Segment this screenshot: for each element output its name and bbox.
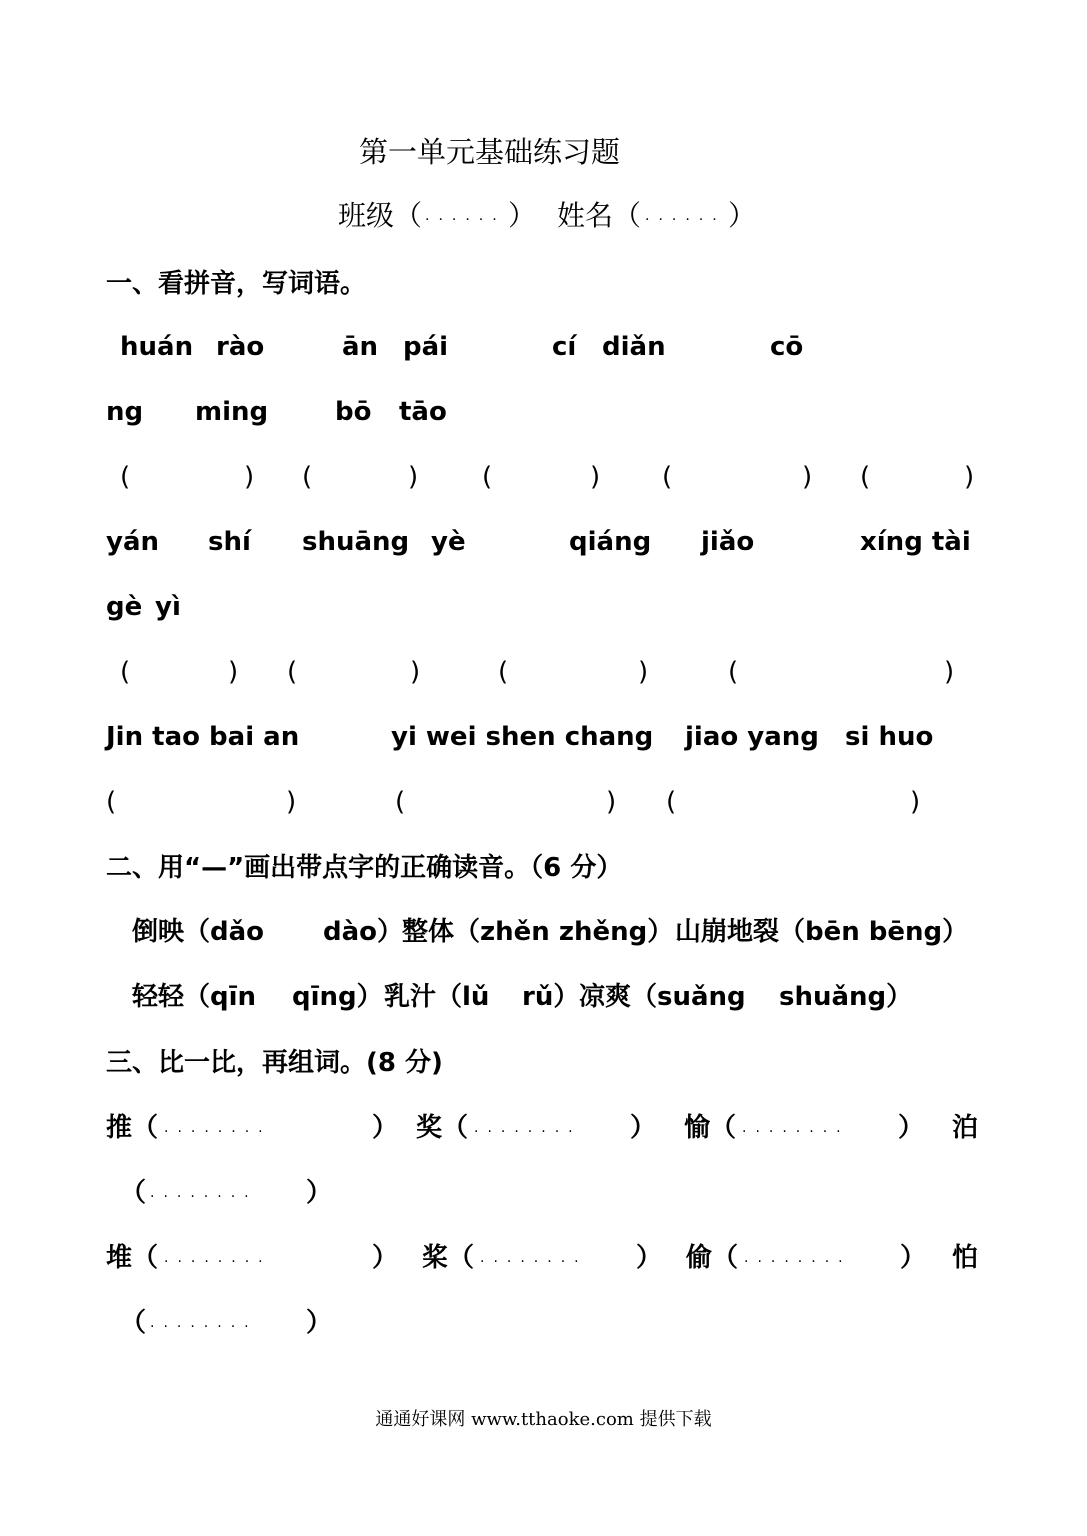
section2-heading [0,848,1087,888]
compare-row-2 [0,1238,1087,1278]
pinyin-item: si huo [845,722,934,752]
compare-close: ） [372,1243,399,1273]
reading-item: 凉爽（suǎng [579,982,746,1012]
pinyin-item: ng [106,397,144,427]
answer-row-2 [0,652,1087,692]
compare-blank: ........ [474,1120,582,1136]
compare-blank: ........ [480,1250,588,1266]
answer-open: ( [120,657,131,687]
class-blank: ...... [425,208,506,224]
answer-close: ) [228,657,239,687]
worksheet-title [0,130,1087,174]
answer-open: ( [106,787,117,817]
compare-blank: ........ [150,1185,258,1201]
footer-text: 通通好课网 www.tthaoke.com 提供下载 [375,1409,712,1430]
answer-open: ( [287,657,298,687]
compare-item: 偷（ [686,1243,739,1273]
pinyin-row-1b [0,392,1087,432]
pinyin-item: tāo [399,397,447,427]
answer-open: ( [395,787,406,817]
class-label: 班级（ [338,199,423,232]
answer-close: ) [286,787,297,817]
section1-heading-text: 一、看拼音，写词语。 [106,269,367,299]
reading-item: 整体（zhěn zhěng） [402,917,674,947]
answer-close: ) [590,462,601,492]
section3-heading [0,1043,1087,1083]
pinyin-item: Jin tao bai an [106,722,300,752]
class-close: ） [508,199,537,232]
compare-blank: ........ [744,1250,852,1266]
title-text: 第一单元基础练习题 [358,135,620,169]
name-label: 姓名（ [557,199,642,232]
pinyin-item: cō [770,332,804,362]
compare-row-2b [0,1303,1087,1343]
compare-item: 怕 [952,1243,979,1273]
compare-item: 桨（ [422,1243,475,1273]
answer-open: ( [498,657,509,687]
pinyin-item: jiǎo [701,527,755,557]
compare-item: 堆（ [106,1243,159,1273]
name-close: ） [728,199,757,232]
pinyin-row-1 [0,327,1087,367]
pinyin-item: shuāng [302,527,410,557]
reading-item: dào） [323,917,404,947]
compare-close: ） [306,1308,333,1338]
student-info-line [0,196,1087,236]
pinyin-row-2b [0,587,1087,627]
compare-close: ） [306,1178,333,1208]
reading-item: 乳汁（lǔ [384,982,490,1012]
answer-close: ) [944,657,955,687]
section2-heading-text: 二、用“—”画出带点字的正确读音。（6 分） [106,853,623,883]
compare-open: （ [120,1308,147,1338]
compare-close: ） [372,1113,399,1143]
pinyin-item: pái [403,332,449,362]
section1-heading [0,264,1087,304]
answer-open: ( [482,462,493,492]
section3-heading-text: 三、比一比，再组词。(8 分) [106,1048,443,1078]
pinyin-item: rào [216,332,265,362]
pinyin-item: yè [431,527,466,557]
reading-row-2 [0,977,1087,1017]
answer-close: ) [964,462,975,492]
answer-close: ) [910,787,921,817]
compare-close: ） [900,1243,927,1273]
answer-close: ) [606,787,617,817]
reading-row-1 [0,912,1087,952]
compare-close: ） [636,1243,663,1273]
pinyin-item: qiáng [569,527,652,557]
answer-close: ) [244,462,255,492]
compare-open: （ [120,1178,147,1208]
pinyin-item: huán [120,332,194,362]
answer-row-1 [0,457,1087,497]
answer-close: ) [638,657,649,687]
name-blank: ...... [645,208,726,224]
answer-open: ( [302,462,313,492]
reading-item: 轻轻（qīn [132,982,257,1012]
pinyin-row-3 [0,717,1087,757]
reading-item: 山崩地裂（bēn bēng） [675,917,969,947]
pinyin-item: shí [208,527,251,557]
answer-open: ( [666,787,677,817]
compare-item: 泊 [952,1113,979,1143]
pinyin-item: ān [342,332,379,362]
reading-item: 倒映（dǎo [132,917,265,947]
reading-item: shuǎng） [779,982,913,1012]
pinyin-item: yi wei shen chang [391,722,654,752]
compare-row-1 [0,1108,1087,1148]
answer-close: ) [408,462,419,492]
compare-row-1b [0,1173,1087,1213]
pinyin-item: gè [106,592,143,622]
compare-close: ） [898,1113,925,1143]
compare-blank: ........ [150,1315,258,1331]
compare-blank: ........ [164,1250,272,1266]
answer-open: ( [728,657,739,687]
pinyin-item: diǎn [602,332,666,362]
reading-item: rǔ） [522,982,580,1012]
answer-row-3 [0,782,1087,822]
answer-open: ( [860,462,871,492]
answer-close: ) [802,462,813,492]
compare-blank: ........ [164,1120,272,1136]
pinyin-row-2 [0,522,1087,562]
compare-item: 推（ [106,1113,159,1143]
pinyin-item: ming [195,397,269,427]
pinyin-item: yán [106,527,160,557]
reading-item: qīng） [292,982,383,1012]
pinyin-item: bō [335,397,372,427]
answer-open: ( [120,462,131,492]
compare-item: 奖（ [416,1113,469,1143]
compare-close: ） [630,1113,657,1143]
pinyin-item: yì [155,592,181,622]
answer-close: ) [410,657,421,687]
pinyin-item: cí [552,332,577,362]
footer-credit [0,1407,1087,1433]
answer-open: ( [662,462,673,492]
compare-blank: ........ [742,1120,850,1136]
pinyin-item: xíng tài [860,527,971,557]
compare-item: 愉（ [684,1113,737,1143]
pinyin-item: jiao yang [685,722,819,752]
